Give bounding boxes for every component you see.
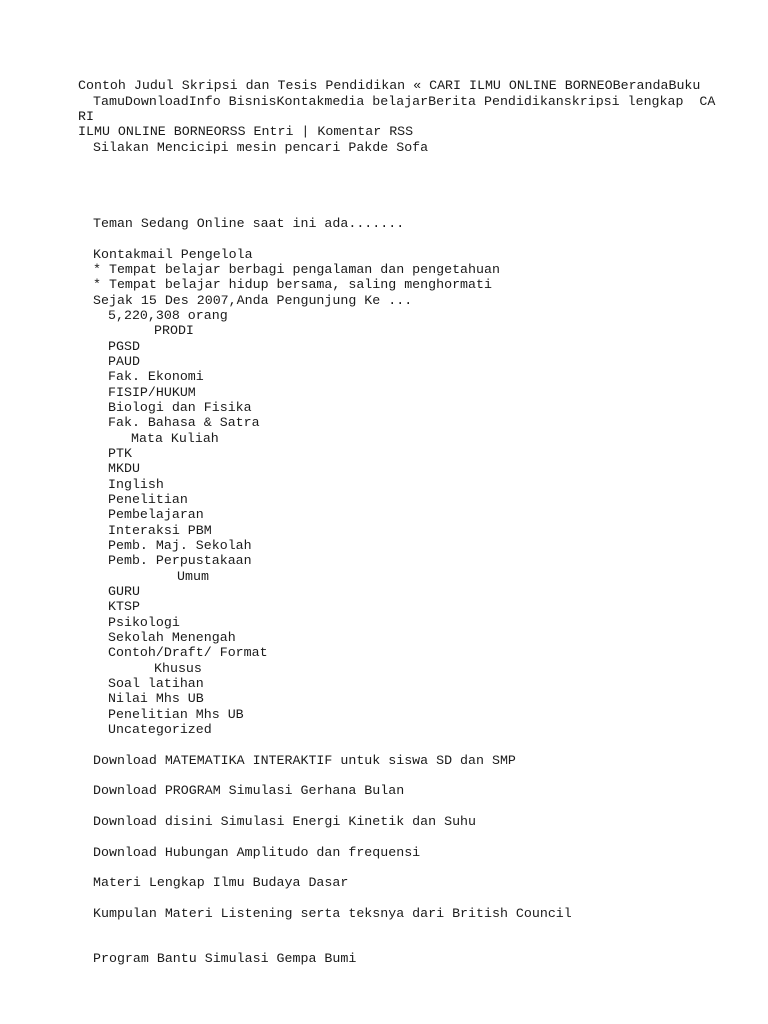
nav-menu-line[interactable]: TamuDownloadInfo BisnisKontakmedia belajarBerita Pendidikanskripsi lengkap CA bbox=[93, 94, 716, 109]
category-link[interactable]: Nilai Mhs UB bbox=[108, 691, 204, 706]
rss-links-line[interactable]: ILMU ONLINE BORNEORSS Entri | Komentar RSS bbox=[78, 124, 414, 139]
category-link[interactable]: PTK bbox=[108, 446, 132, 461]
category-link[interactable]: Inglish bbox=[108, 477, 164, 492]
category-link[interactable]: Fak. Ekonomi bbox=[108, 369, 204, 384]
download-link[interactable]: Download Hubungan Amplitudo dan frequensi bbox=[93, 845, 421, 860]
page-title-line: Contoh Judul Skripsi dan Tesis Pendidikan « CARI ILMU ONLINE BORNEOBerandaBuku bbox=[78, 78, 701, 93]
category-link[interactable]: Interaksi PBM bbox=[108, 523, 212, 538]
material-link[interactable]: Materi Lengkap Ilmu Budaya Dasar bbox=[93, 875, 349, 890]
motto-line: * Tempat belajar hidup bersama, saling menghormati bbox=[93, 277, 492, 292]
category-link[interactable]: Sekolah Menengah bbox=[108, 630, 236, 645]
category-link[interactable]: Penelitian Mhs UB bbox=[108, 707, 244, 722]
search-prompt-text: Silakan Mencicipi mesin pencari Pakde Sofa bbox=[93, 140, 429, 155]
category-link[interactable]: PAUD bbox=[108, 354, 140, 369]
material-link[interactable]: Kumpulan Materi Listening serta teksnya dari British Council bbox=[93, 906, 572, 921]
category-link[interactable]: KTSP bbox=[108, 599, 140, 614]
category-link[interactable]: Psikologi bbox=[108, 615, 180, 630]
category-heading-prodi: PRODI bbox=[154, 323, 194, 338]
download-link[interactable]: Download PROGRAM Simulasi Gerhana Bulan bbox=[93, 783, 405, 798]
category-link[interactable]: Biologi dan Fisika bbox=[108, 400, 252, 415]
category-link[interactable]: Soal latihan bbox=[108, 676, 204, 691]
motto-line: * Tempat belajar berbagi pengalaman dan pengetahuan bbox=[93, 262, 500, 277]
category-link[interactable]: MKDU bbox=[108, 461, 140, 476]
category-link[interactable]: FISIP/HUKUM bbox=[108, 385, 196, 400]
category-link[interactable]: GURU bbox=[108, 584, 140, 599]
visitor-count: 5,220,308 orang bbox=[108, 308, 228, 323]
visitor-since-text: Sejak 15 Des 2007,Anda Pengunjung Ke ... bbox=[93, 293, 413, 308]
category-link[interactable]: PGSD bbox=[108, 339, 140, 354]
category-link[interactable]: Pemb. Maj. Sekolah bbox=[108, 538, 252, 553]
download-link[interactable]: Download disini Simulasi Energi Kinetik dan Suhu bbox=[93, 814, 477, 829]
category-link[interactable]: Pemb. Perpustakaan bbox=[108, 553, 252, 568]
category-heading-khusus: Khusus bbox=[154, 661, 202, 676]
online-counter-text: Teman Sedang Online saat ini ada....... bbox=[93, 216, 405, 231]
contact-link[interactable]: Kontakmail Pengelola bbox=[93, 247, 253, 262]
category-heading-matakuliah: Mata Kuliah bbox=[131, 431, 219, 446]
download-link[interactable]: Download MATEMATIKA INTERAKTIF untuk siswa SD dan SMP bbox=[93, 753, 516, 768]
category-link[interactable]: Penelitian bbox=[108, 492, 188, 507]
category-link[interactable]: Pembelajaran bbox=[108, 507, 204, 522]
category-link[interactable]: Contoh/Draft/ Format bbox=[108, 645, 268, 660]
nav-menu-line-cont[interactable]: RI bbox=[78, 109, 94, 124]
program-link[interactable]: Program Bantu Simulasi Gempa Bumi bbox=[93, 951, 357, 966]
category-link[interactable]: Fak. Bahasa & Satra bbox=[108, 415, 260, 430]
category-heading-umum: Umum bbox=[177, 569, 209, 584]
category-link[interactable]: Uncategorized bbox=[108, 722, 212, 737]
